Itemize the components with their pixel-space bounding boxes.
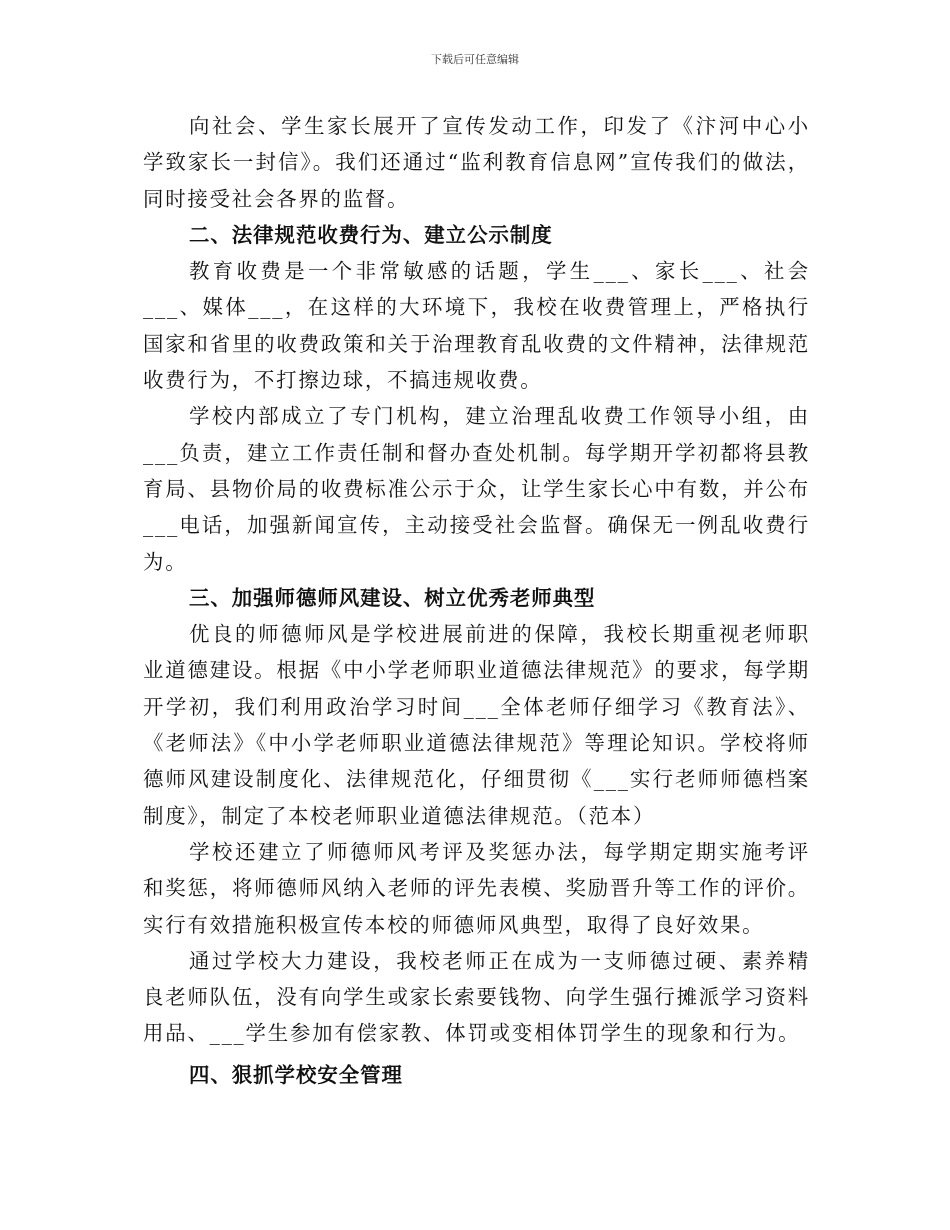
- section-heading-safety: 四、狠抓学校安全管理: [189, 1062, 403, 1087]
- paragraph-ethics-evaluation: 学校还建立了师德师风考评及奖惩办法，每学期定期实施考评和奖惩，将师德师风纳入老师的评先表模、奖励晋升等工作的评价。实行有效措施积极宣传本校的师德师风典型，取得了良好效果。: [143, 839, 810, 937]
- paragraph-publicity: 向社会、学生家长展开了宣传发动工作，印发了《汴河中心小学致家长一封信》。我们还通过“监利教育信息网”宣传我们的做法，同时接受社会各界的监督。: [143, 114, 810, 211]
- section-heading-fees: 二、法律规范收费行为、建立公示制度: [189, 222, 553, 247]
- page-header-note: 下载后可任意编辑: [431, 53, 519, 66]
- paragraph-ethics-building: 优良的师德师风是学校进展前进的保障，我校长期重视老师职业道德建设。根据《中小学老师职业道德法律规范》的要求，每学期开学初，我们利用政治学习时间___全体老师仔细学习《教育法》、《老师法》《中小学老师职业道德法律规范》等理论知识。学校将师德师风建设制度化、法律规范化，仔细贯彻《___实行老师师德档案制度》，制定了本校老师职业道德法律规范。（范本）: [143, 622, 810, 828]
- document-body: [143, 108, 810, 1093]
- section-heading-ethics: 三、加强师德师风建设、树立优秀老师典型: [189, 585, 596, 610]
- paragraph-fee-policy: 教育收费是一个非常敏感的话题，学生___、家长___、社会___、媒体___，在这样的大环境下，我校在收费管理上，严格执行国家和省里的收费政策和关于治理教育乱收费的文件精神，法律规范收费行为，不打擦边球，不搞违规收费。: [143, 259, 810, 393]
- paragraph-fee-oversight: 学校内部成立了专门机构，建立治理乱收费工作领导小组，由___负责，建立工作责任制和督办查处机制。每学期开学初都将县教育局、县物价局的收费标准公示于众，让学生家长心中有数，并公布___电话，加强新闻宣传，主动接受社会监督。确保无一例乱收费行为。: [143, 404, 810, 574]
- paragraph-ethics-results: 通过学校大力建设，我校老师正在成为一支师德过硬、素养精良老师队伍，没有向学生或家长索要钱物、向学生强行摊派学习资料用品、___学生参加有偿家教、体罚或变相体罚学生的现象和行为。: [143, 948, 810, 1046]
